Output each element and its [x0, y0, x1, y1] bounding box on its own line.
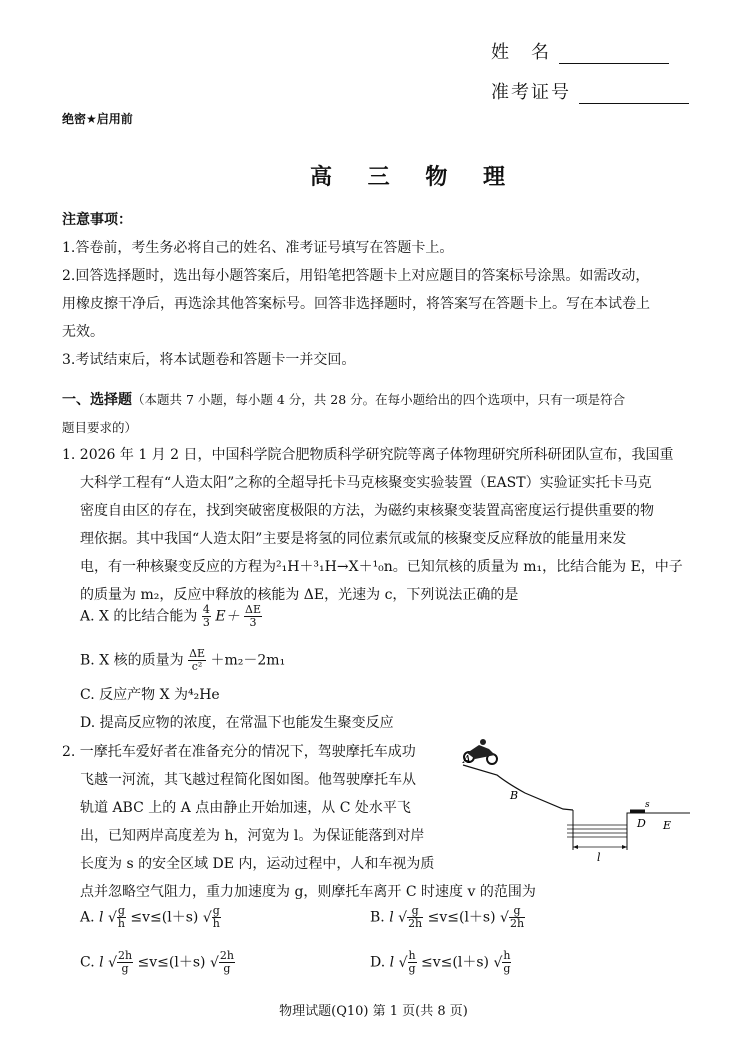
exam-id-label: 准考证号 — [491, 82, 571, 103]
q1-line: 的质量为 m₂，反应中释放的核能为 ΔE，光速为 c，下列说法正确的是 — [80, 587, 519, 603]
q1-line: 密度自由区的存在，找到突破密度极限的方法，为磁约束核聚变装置高密度运行提供重要的物 — [80, 503, 654, 519]
q2-line: 出，已知两岸高度差为 h，河宽为 l。为保证能落到对岸 — [80, 828, 425, 844]
fraction: $\frac{\Delta E}{\text{c²}}$ — [189, 647, 206, 673]
label-a: A — [463, 753, 471, 766]
q2-diagram — [455, 735, 695, 870]
exam-id-field — [491, 78, 689, 104]
q2-option-d[interactable]: D. l √ $\frac{h}{g}$ ≤v≤(l＋s) √ $\frac{h}{g}$ — [370, 949, 511, 975]
label-s: s — [645, 800, 650, 810]
notes-heading: 注意事项： — [62, 212, 132, 228]
q1-line: 理依据。其中我国“人造太阳”主要是将氢的同位素氘或氚的核聚变反应释放的能量用来发 — [80, 531, 627, 547]
q1-option-a[interactable]: A. X 的比结合能为 $\frac{4}{3}$ E＋ $\frac{\Delta E}{3}$ — [80, 603, 262, 629]
q2-line: 2. 一摩托车爱好者在准备充分的情况下，驾驶摩托车成功 — [62, 744, 416, 760]
notes-item: 1.答卷前，考生务必将自己的姓名、准考证号填写在答题卡上。 — [62, 240, 454, 256]
page-footer: 物理试题(Q10) 第 1 页(共 8 页) — [279, 1004, 468, 1019]
notes-item: 3.考试结束后，将本试题卷和答题卡一并交回。 — [62, 352, 356, 368]
label-e: E — [663, 819, 672, 832]
q1-line: 电，有一种核聚变反应的方程为²₁H＋³₁H→X＋¹₀n。已知氘核的质量为 m₁，比结合能为 E，中子 — [80, 559, 683, 575]
label-d: D — [637, 817, 646, 830]
q1-option-b[interactable]: B. X 核的质量为 $\frac{\Delta E}{\text{c²}}$ ＋m₂－2m₁ — [80, 647, 286, 673]
q1-line: 1. 2026 年 1 月 2 日，中国科学院合肥物质科学研究院等离子体物理研究所科研团队宣布，我国重 — [62, 447, 674, 463]
section-heading — [62, 386, 702, 442]
q2-line: 长度为 s 的安全区域 DE 内，运动过程中，人和车视为质 — [80, 856, 435, 872]
fraction: $\frac{\Delta E}{3}$ — [245, 603, 262, 629]
notes-item: 用橡皮擦干净后，再选涂其他答案标号。回答非选择题时，将答案写在答题卡上。写在本试卷上 — [62, 296, 650, 312]
section-title: 一、选择题 — [62, 392, 132, 408]
q1-option-d[interactable]: D. 提高反应物的浓度，在常温下也能发生聚变反应 — [80, 715, 394, 731]
exam-id-blank — [579, 83, 689, 104]
section-desc-cont: 题目要求的） — [62, 420, 138, 435]
label-b: B — [510, 789, 519, 802]
q2-line: 点并忽略空气阻力，重力加速度为 g，则摩托车离开 C 时速度 v 的范围为 — [80, 884, 536, 900]
q2-option-b[interactable]: B. l √ $\frac{g}{2h}$ ≤v≤(l＋s) √ $\frac{g}{2h}$ — [370, 904, 525, 930]
section-desc: （本题共 7 小题，每小题 4 分，共 28 分。在每小题给出的四个选项中，只有一项是符合 — [132, 392, 626, 407]
q2-line: 轨道 ABC 上的 A 点由静止开始加速，从 C 处水平飞 — [80, 800, 411, 816]
q1-line: 大科学工程有“人造太阳”之称的全超导托卡马克核聚变实验装置（EAST）实验证实托卡马克 — [80, 475, 652, 491]
page-title: 高 三 物 理 — [310, 165, 519, 190]
fraction: $\frac{4}{3}$ — [202, 603, 210, 629]
notes-section — [62, 206, 702, 374]
q2-option-c[interactable]: C. l √ $\frac{2h}{g}$ ≤v≤(l＋s) √ $\frac{2h}{g}$ — [80, 949, 234, 975]
notes-item: 2.回答选择题时，选出每小题答案后，用铅笔把答题卡上对应题目的答案标号涂黑。如需改动， — [62, 268, 650, 284]
q2-option-a[interactable]: A. l √ $\frac{g}{h}$ ≤v≤(l＋s) √ $\frac{g}{h}$ — [80, 904, 220, 930]
q2-line: 飞越一河流，其飞越过程简化图如图。他驾驶摩托车从 — [80, 772, 416, 788]
name-label: 姓 名 — [491, 42, 551, 63]
q1-option-c[interactable]: C. 反应产物 X 为⁴₂He — [80, 687, 220, 703]
name-field — [491, 38, 669, 64]
secret-mark: 绝密★启用前 — [62, 112, 133, 126]
notes-item: 无效。 — [62, 324, 104, 340]
label-l: l — [597, 851, 601, 864]
name-blank — [559, 43, 669, 64]
question-1 — [62, 441, 712, 609]
